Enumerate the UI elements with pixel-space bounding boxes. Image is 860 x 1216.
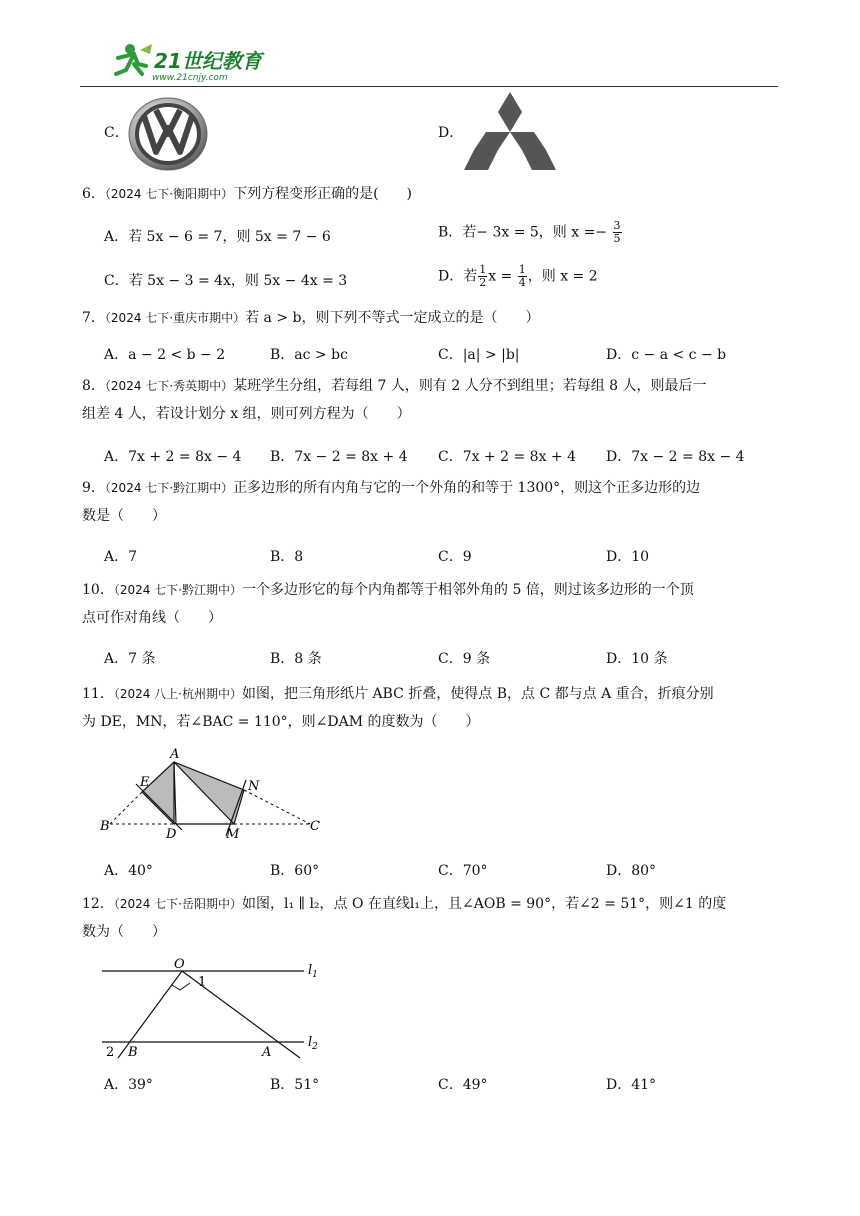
label-C: C [310,819,320,834]
label-A: A [170,747,180,762]
q12-option-d: D．41° [606,1077,657,1093]
q11-option-c: C．70° [438,863,488,879]
question-8: 8．（2024 七下·秀英期中）某班学生分组，若每组 7 人，则有 2 人分不到组里；若每组 8 人，则最后一 组差 4 人，若设计划分 x 组，则可列方程为（ ） [82,378,707,422]
q12-figure [98,954,328,1062]
question-10: 10．（2024 七下·黔江期中）一个多边形它的每个内角都等于相邻外角的 5 倍，则过该多边形的一个顶 点可作对角线（ ） [82,582,694,626]
q9-option-a: A．7 [104,549,138,565]
label-angle-2: 2 [106,1045,115,1060]
mitsubishi-logo-image [462,92,558,172]
q7-option-c: C．|a| > |b| [438,347,520,363]
q11-figure [96,744,328,844]
q8-option-a: A．7x + 2 = 8x − 4 [104,449,242,465]
label-l1: $l_1$ [308,963,318,980]
q9-option-b: B．8 [270,549,304,565]
q9-option-c: C．9 [438,549,472,565]
logo-main-text: 21世纪教育 [154,49,262,73]
q5-option-d-label: D． [438,125,464,141]
label-E: E [140,775,150,790]
q6-option-b: B．若− 3x = 5，则 x =− $\frac{3}{5}$ [438,219,621,245]
label-D: D [166,827,177,842]
q7-option-a: A．a − 2 < b − 2 [104,347,226,363]
question-6: 6．（2024 七下·衡阳期中）下列方程变形正确的是( ) [82,186,413,202]
question-11: 11．（2024 八上·杭州期中）如图，把三角形纸片 ABC 折叠，使得点 B，点 C 都与点 A 重合，折痕分别 为 DE，MN，若∠BAC = 110°，则∠DAM 的度数为（ ） [82,686,714,730]
q6-option-a: A．若 5x − 6 = 7，则 5x = 7 − 6 [104,229,331,245]
label-B: B [128,1045,138,1060]
q5-option-c-label: C． [104,125,129,141]
label-O: O [174,957,185,972]
q8-option-b: B．7x − 2 = 8x + 4 [270,449,408,465]
q10-option-a: A．7 条 [104,651,156,667]
q10-option-b: B．8 条 [270,651,322,667]
q10-option-c: C．9 条 [438,651,491,667]
q11-option-d: D．80° [606,863,657,879]
question-12: 12．（2024 七下·岳阳期中）如图，l₁ ∥ l₂，点 O 在直线l₁上，且∠AOB = 90°，若∠2 = 51°，则∠1 的度 数为（ ） [82,896,727,940]
logo [104,40,274,84]
label-l2: $l_2$ [308,1035,318,1052]
q8-option-d: D．7x − 2 = 8x − 4 [606,449,745,465]
label-A: A [262,1045,272,1060]
header-divider [80,86,778,87]
logo-sub-text: www.21cnjy.com [152,73,228,83]
q11-option-a: A．40° [104,863,153,879]
vw-logo-image [126,96,210,172]
question-7: 7．（2024 七下·重庆市期中）若 a > b，则下列不等式一定成立的是（ ） [82,310,540,326]
fraction: $\frac{3}{5}$ [613,219,621,245]
q12-option-b: B．51° [270,1077,320,1093]
label-angle-1: 1 [198,975,207,990]
label-N: N [248,779,260,794]
q7-option-b: B．ac > bc [270,347,348,363]
q6-option-d: D．若 $\frac{1}{2}$ x = $\frac{1}{4}$ ，则 x = 2 [438,263,598,289]
q7-option-d: D．c − a < c − b [606,347,727,363]
page-header [0,0,860,90]
fraction: $\frac{1}{2}$ [479,263,487,289]
question-9: 9．（2024 七下·黔江期中）正多边形的所有内角与它的一个外角的和等于 1300°，则这个正多边形的边 数是（ ） [82,480,701,524]
runner-icon [116,44,152,74]
q10-option-d: D．10 条 [606,651,668,667]
q9-option-d: D．10 [606,549,650,565]
fraction: $\frac{1}{4}$ [518,263,526,289]
q12-option-c: C．49° [438,1077,488,1093]
label-B: B [100,819,110,834]
q12-option-a: A．39° [104,1077,153,1093]
q8-option-c: C．7x + 2 = 8x + 4 [438,449,577,465]
q11-option-b: B．60° [270,863,320,879]
label-M: M [226,827,240,842]
q6-option-c: C．若 5x − 3 = 4x，则 5x − 4x = 3 [104,273,348,289]
